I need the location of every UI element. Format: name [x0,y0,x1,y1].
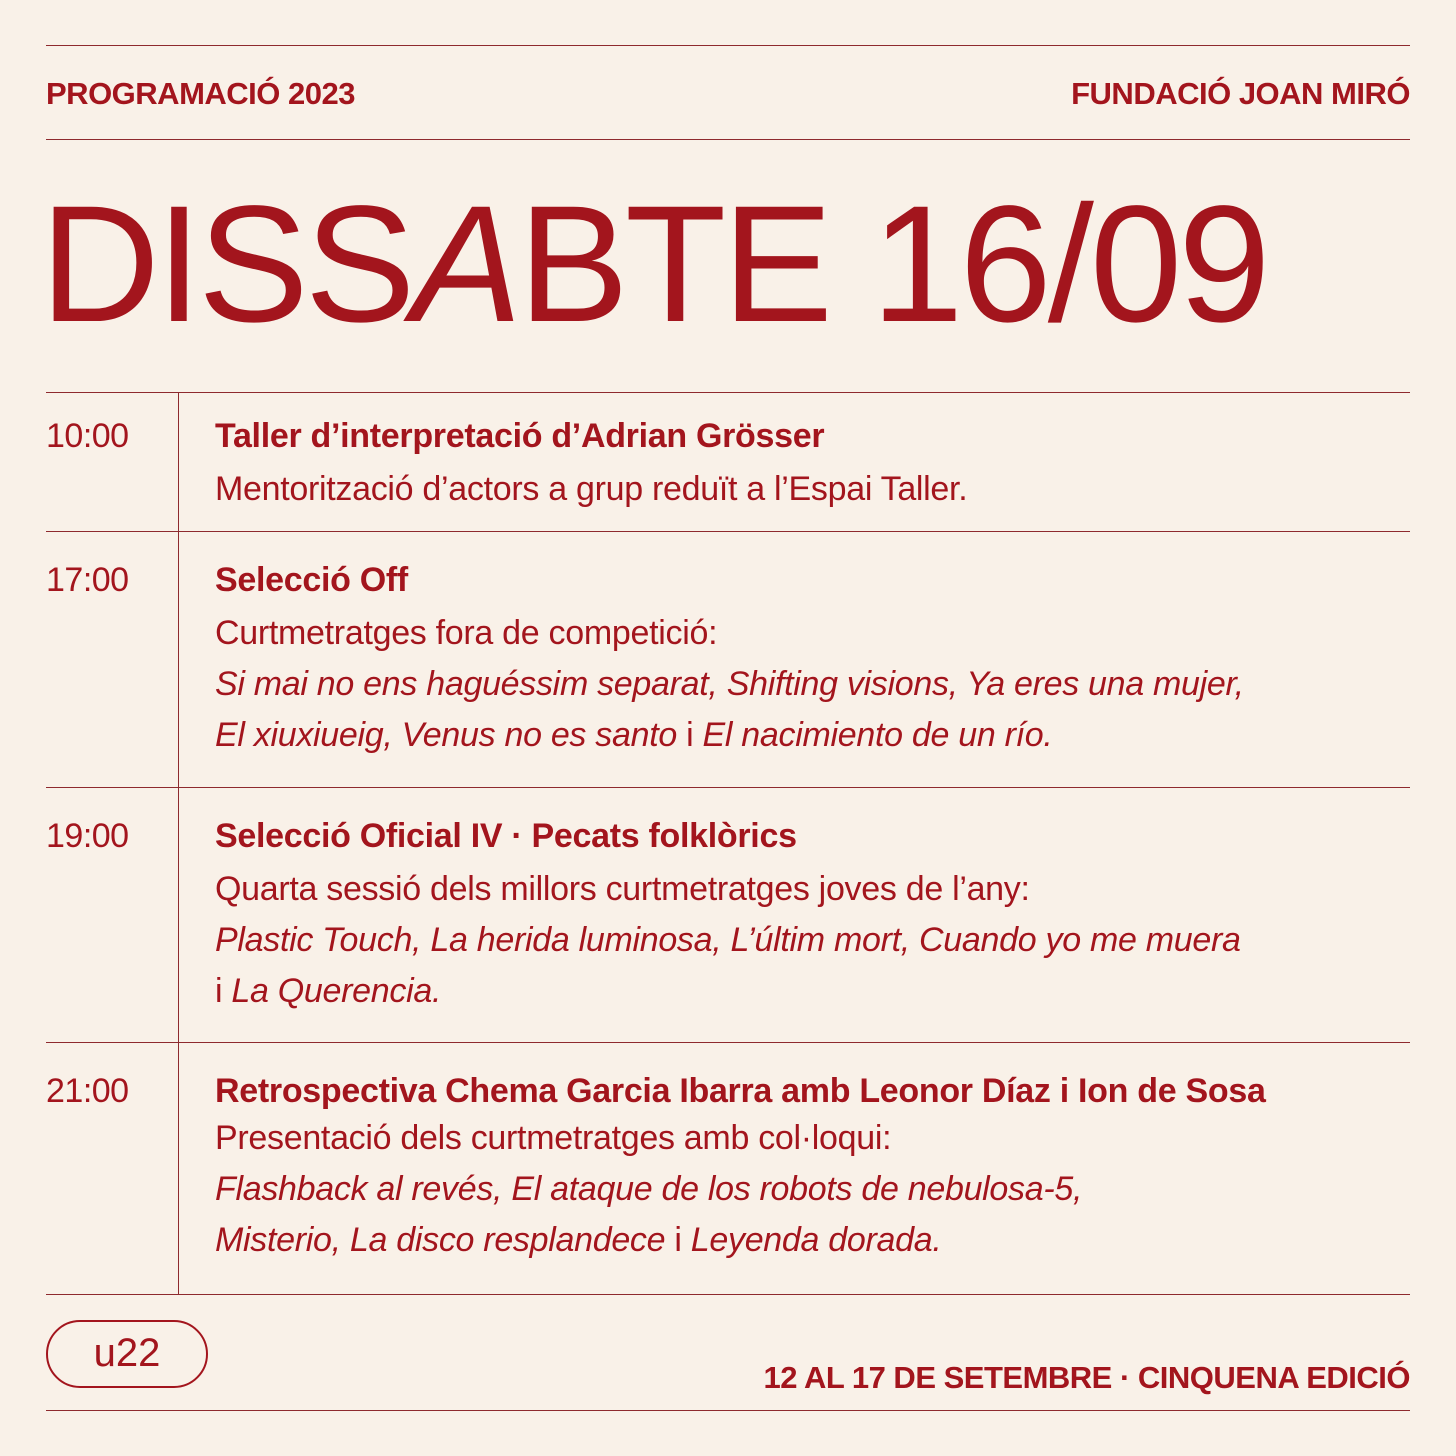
venue-label: FUNDACIÓ JOAN MIRÓ [1071,76,1410,111]
festival-dates: 12 AL 17 DE SETEMBRE · CINQUENA EDICIÓ [763,1360,1410,1395]
u22-logo: u22 [46,1320,208,1388]
event-description [215,608,1405,761]
description-line: Mentorització d’actors a grup reduït a l’Espai Taller. [215,470,968,508]
film-list-line [215,1215,1405,1266]
table-bottom-rule [46,1294,1410,1295]
film-title: Leyenda dorada. [690,1221,942,1259]
event-description [215,1113,1405,1266]
film-list-line [215,966,1405,1017]
event-time: 21:00 [46,1072,129,1110]
title-part: BTE 16/09 [518,172,1267,357]
conjunction: i [215,972,232,1010]
event-title: Retrospectiva Chema Garcia Ibarra amb Leonor Díaz i Ion de Sosa [215,1072,1266,1110]
event-description [215,864,1405,1017]
description-line: Curtmetratges fora de competició: [215,614,718,652]
title-italic-letter: A [411,172,519,357]
row-divider [46,1042,1410,1043]
page-title [40,172,1267,357]
header-rule [46,139,1410,140]
row-divider [46,531,1410,532]
film-list-line: Flashback al revés, El ataque de los robots de nebulosa-5, [215,1170,1083,1208]
event-title: Selecció Off [215,561,408,599]
table-top-rule [46,392,1410,393]
bottom-rule [46,1410,1410,1411]
event-time: 19:00 [46,817,129,855]
program-label: PROGRAMACIÓ 2023 [46,76,355,111]
description-line: Presentació dels curtmetratges amb col·loqui: [215,1119,892,1157]
film-list-line: Plastic Touch, La herida luminosa, L’últim mort, Cuando yo me muera [215,921,1241,959]
film-list-line [215,710,1405,761]
title-part: DISS [40,172,412,357]
description-line: Quarta sessió dels millors curtmetratges joves de l’any: [215,870,1030,908]
event-time: 17:00 [46,561,129,599]
film-title: La Querencia. [231,972,442,1010]
top-rule [46,45,1410,46]
event-content [215,814,1405,1017]
event-description [215,464,1405,515]
row-divider [46,787,1410,788]
event-content [215,414,1405,515]
event-time: 10:00 [46,417,129,455]
conjunction: i [676,716,703,754]
film-titles: El xiuxiueig, Venus no es santo [215,716,677,754]
film-titles: Misterio, La disco resplandece [215,1221,666,1259]
event-title: Taller d’interpretació d’Adrian Grösser [215,417,825,455]
film-title: El nacimiento de un río. [702,716,1053,754]
event-content [215,1069,1405,1266]
time-column-divider [178,392,179,1294]
event-content [215,558,1405,761]
conjunction: i [665,1221,691,1259]
event-title: Selecció Oficial IV · Pecats folklòrics [215,817,797,855]
film-list-line: Si mai no ens haguéssim separat, Shifting visions, Ya eres una mujer, [215,665,1244,703]
